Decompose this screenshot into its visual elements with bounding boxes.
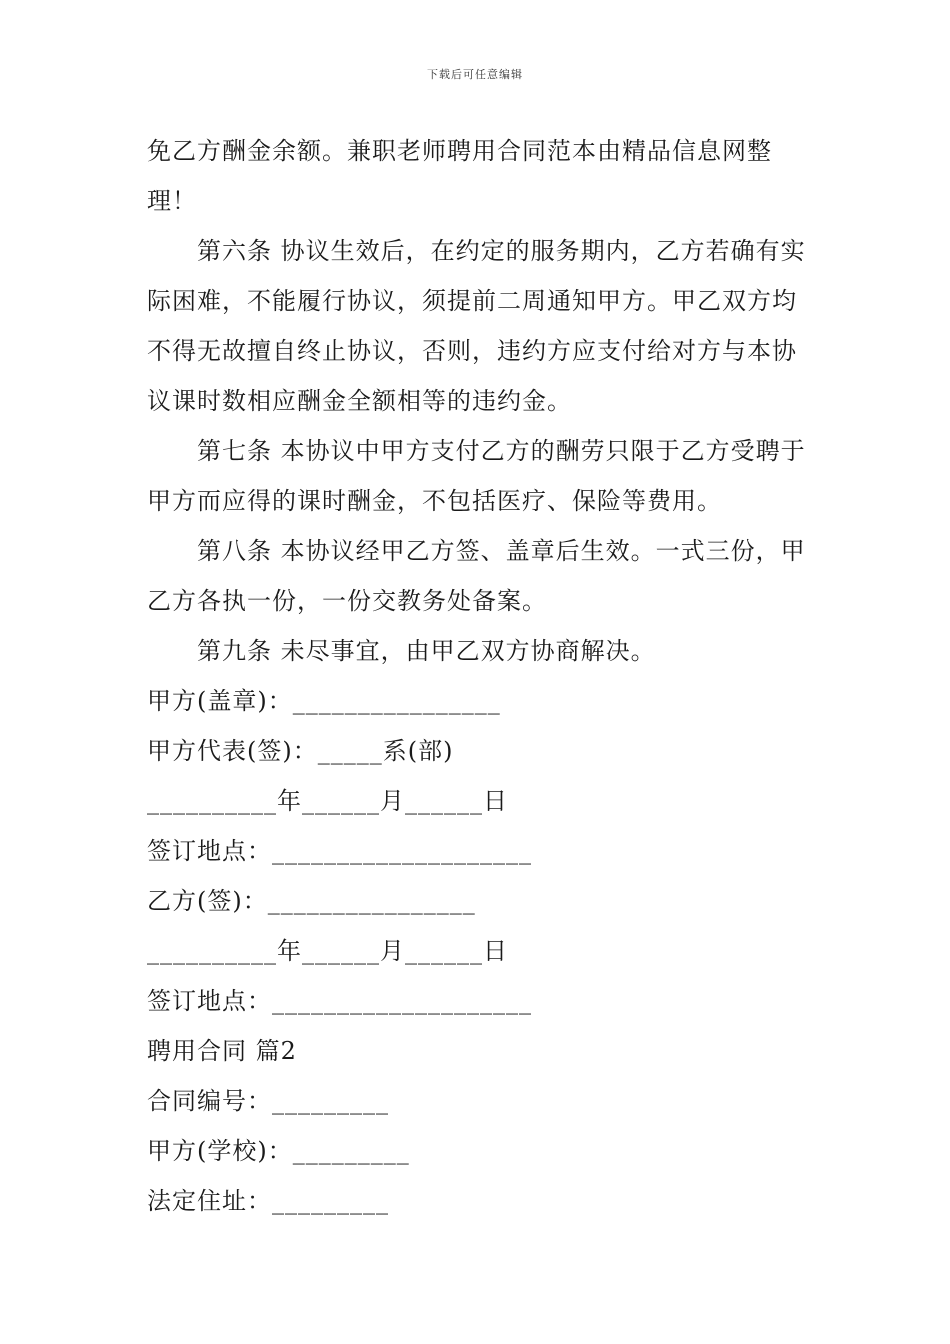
party-b-date-line: __________年______月______日 xyxy=(147,937,508,965)
party-b-sign-line: 乙方(签)：________________ xyxy=(147,887,476,915)
legal-address-line: 法定住址：_________ xyxy=(147,1187,389,1215)
paragraph-continuation: 免乙方酬金余额。兼职老师聘用合同范本由精品信息网整理！ xyxy=(147,137,772,215)
document-body xyxy=(147,126,807,1226)
party-a-school-line: 甲方(学校)：_________ xyxy=(147,1137,410,1165)
party-a-date-line: __________年______月______日 xyxy=(147,787,508,815)
article-8: 第八条 本协议经甲乙方签、盖章后生效。一式三份，甲乙方各执一份，一份交教务处备案。 xyxy=(147,537,806,615)
section-2-title: 聘用合同 篇2 xyxy=(147,1037,297,1065)
party-a-place-line: 签订地点：____________________ xyxy=(147,837,532,865)
article-7: 第七条 本协议中甲方支付乙方的酬劳只限于乙方受聘于甲方而应得的课时酬金，不包括医疗、保险等费用。 xyxy=(147,437,806,515)
article-6: 第六条 协议生效后，在约定的服务期内，乙方若确有实际困难，不能履行协议，须提前二周通知甲方。甲乙双方均不得无故擅自终止协议，否则，违约方应支付给对方与本协议课时数相应酬金全额相等的违约金。 xyxy=(147,237,806,415)
contract-number-line: 合同编号：_________ xyxy=(147,1087,389,1115)
party-b-place-line: 签订地点：____________________ xyxy=(147,987,532,1015)
party-a-seal-line: 甲方(盖章)：________________ xyxy=(147,687,501,715)
article-9: 第九条 未尽事宜，由甲乙双方协商解决。 xyxy=(197,637,656,665)
page-header: 下载后可任意编辑 xyxy=(427,68,523,81)
party-a-representative-line: 甲方代表(签)：_____系(部) xyxy=(147,737,454,765)
